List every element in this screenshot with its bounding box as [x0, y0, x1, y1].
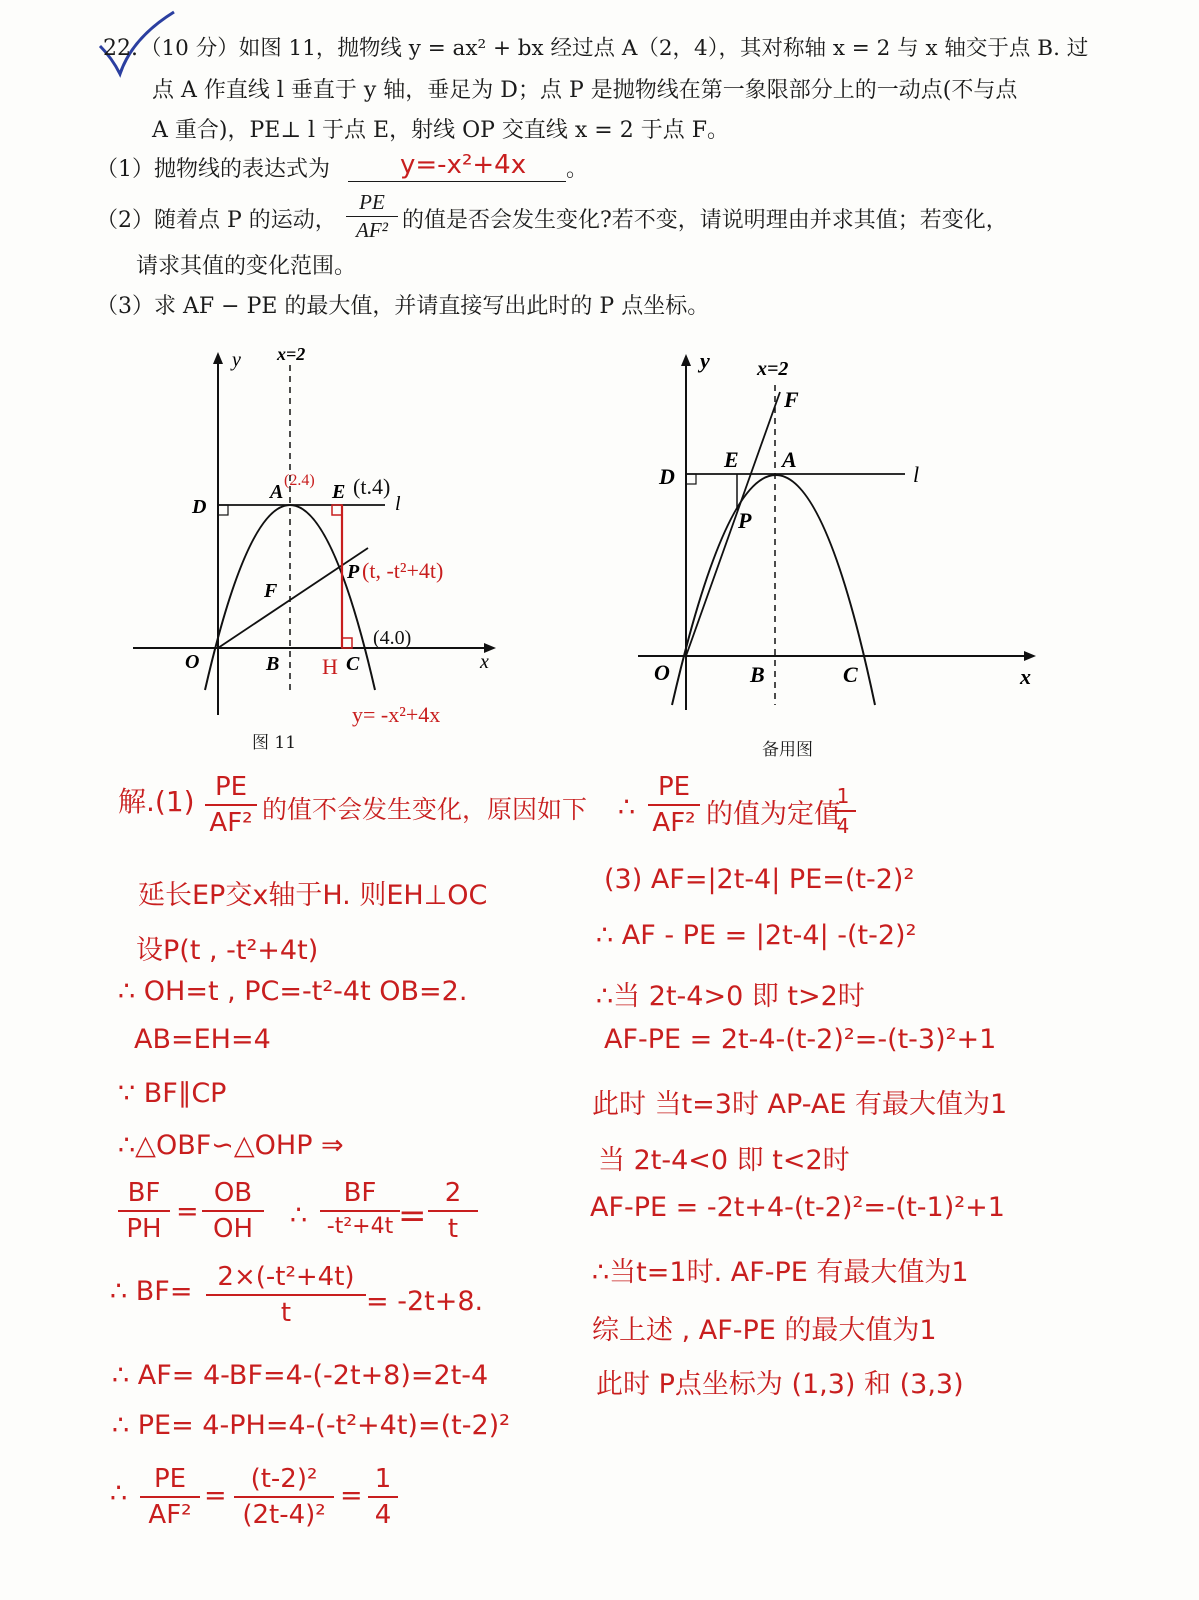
fig2-label-E: E: [724, 447, 739, 472]
sol-l12-den3: 4: [374, 1500, 392, 1530]
fig1-caption: 图 11: [252, 733, 297, 753]
sol-frac-ob-oh: [202, 1178, 264, 1244]
sol-l12-num3: 1: [374, 1464, 392, 1494]
sol-l6: ∵ BF∥CP: [118, 1078, 227, 1109]
sol-l9-post: = -2t+8.: [366, 1286, 484, 1317]
question-2: （2）随着点 P 的运动，: [96, 208, 337, 233]
fig2-ray-OF: [686, 392, 780, 656]
sol-eq-2: =: [398, 1196, 427, 1236]
sol-l12-den: AF²: [148, 1500, 192, 1530]
q1-answer: y=-x²+4x: [400, 150, 527, 180]
fig1-label-x: x: [480, 651, 489, 673]
sol-r10: 综上述 , AF-PE 的最大值为1: [592, 1315, 937, 1346]
fig1-label-E: E: [332, 481, 346, 503]
fig2-label-A: A: [782, 447, 797, 472]
fig2-label-B: B: [750, 662, 765, 687]
sol-l12-num: PE: [153, 1464, 187, 1494]
question-3: （3）求 AF − PE 的最大值，并请直接写出此时的 P 点坐标。: [96, 294, 710, 319]
sol-f4-den: t: [447, 1214, 459, 1244]
fig2-label-l: l: [913, 462, 920, 487]
fig2-label-C: C: [843, 662, 858, 687]
sol-r1-den: AF²: [652, 808, 696, 838]
fig2-label-D: D: [659, 464, 675, 489]
sol-l1-prefix: 解.(1): [118, 785, 195, 818]
sol-r3: ∴ AF - PE = |2t-4| -(t-2)²: [596, 920, 917, 951]
sol-r1-num: PE: [657, 772, 691, 802]
fig2-caption: 备用图: [762, 740, 813, 760]
sol-f2-den: OH: [212, 1214, 253, 1244]
fig2-label-F: F: [784, 387, 799, 412]
sol-l4: ∴ OH=t , PC=-t²-4t OB=2.: [118, 976, 468, 1007]
fig2-label-axis: x=2: [757, 358, 789, 380]
sol-l1-frac-num: PE: [214, 772, 248, 802]
fig1-note-P: (t, -t²+4t): [362, 558, 444, 583]
fig1-label-l: l: [395, 493, 401, 515]
fig2-label-x: x: [1020, 664, 1031, 689]
problem-number: 22.: [103, 36, 138, 61]
figure-backup: [630, 345, 1050, 725]
sol-l12-eq-1: =: [204, 1480, 227, 1511]
sol-l12-num2: (t-2)²: [250, 1464, 318, 1494]
q2-frac-den: AF²: [356, 218, 388, 242]
fig1-label-O: O: [185, 651, 200, 673]
sol-l12-frac-2: [234, 1464, 334, 1530]
sol-l12-frac-1: [140, 1464, 200, 1530]
sol-frac-2-t: [428, 1178, 478, 1244]
sol-f4-num: 2: [444, 1178, 462, 1208]
fig1-note-A: (2.4): [284, 472, 315, 489]
sol-r11: 此时 P点坐标为 (1,3) 和 (3,3): [596, 1369, 964, 1400]
sol-therefore-f3: ∴: [290, 1200, 308, 1231]
sol-l12-eq-2: =: [340, 1480, 363, 1511]
fig2-label-O: O: [654, 660, 670, 685]
fig1-label-F: F: [264, 580, 278, 602]
fig1-label-D: D: [192, 496, 207, 518]
sol-r1-frac: [648, 772, 700, 838]
fig1-label-P: P: [347, 561, 360, 583]
sol-l11: ∴ PE= 4-PH=4-(-t²+4t)=(t-2)²: [112, 1410, 510, 1441]
sol-l9-frac: [206, 1262, 366, 1328]
problem-line-1: （10 分）如图 11，抛物线 y = ax² + bx 经过点 A（2，4），其对称轴 x = 2 与 x 轴交于点 B. 过: [140, 36, 1089, 61]
sol-l9-num: 2×(-t²+4t): [217, 1262, 355, 1292]
fig2-label-y: y: [700, 348, 710, 373]
sol-r1-mid: 的值为定值: [706, 799, 841, 830]
sol-l1-frac: [205, 772, 257, 838]
sol-r1-vnum: 1: [836, 784, 850, 808]
sol-l1-suffix: 的值不会发生变化，原因如下: [262, 795, 588, 824]
sol-l1-frac-den: AF²: [209, 808, 253, 838]
fig1-note-H: H: [322, 654, 338, 679]
sol-r4: ∴当 2t-4>0 即 t>2时: [596, 981, 865, 1012]
fig1-label-y: y: [232, 349, 241, 371]
sol-r7: 当 2t-4<0 即 t<2时: [598, 1145, 850, 1176]
fig1-label-axis: x=2: [277, 344, 306, 364]
sol-l12-den2: (2t-4)²: [242, 1500, 326, 1530]
figure-11: [125, 335, 505, 735]
fig1-note-C: (4.0): [373, 627, 412, 649]
sol-l5: AB=EH=4: [134, 1024, 271, 1055]
question-2-suffix: 的值是否会发生变化?若不变，请说明理由并求其值；若变化，: [402, 208, 1008, 233]
sol-r2: (3) AF=|2t-4| PE=(t-2)²: [604, 864, 915, 895]
sol-frac-bf-ph: [118, 1178, 170, 1244]
sol-r1-pre: ∴: [618, 792, 636, 823]
fig1-note-curve: y= -x²+4x: [352, 702, 441, 727]
q1-answer-blank: [348, 181, 566, 182]
sol-l9-pre: ∴ BF=: [110, 1276, 193, 1307]
sol-l12-pre: ∴: [110, 1478, 128, 1509]
sol-f3-num: BF: [343, 1178, 377, 1208]
sol-frac-bf-expr: [320, 1178, 400, 1239]
fig1-ray-OP: [218, 548, 368, 648]
fig1-label-B: B: [266, 653, 280, 675]
sol-l10: ∴ AF= 4-BF=4-(-2t+8)=2t-4: [112, 1360, 489, 1391]
q1-suffix: 。: [566, 157, 589, 182]
fig2-label-P: P: [738, 508, 752, 533]
sol-r1-value: [830, 784, 856, 838]
sol-f3-den: -t²+4t: [326, 1214, 394, 1239]
sol-r9: ∴当t=1时. AF-PE 有最大值为1: [592, 1257, 969, 1288]
sol-f1-num: BF: [127, 1178, 161, 1208]
problem-line-2: 点 A 作直线 l 垂直于 y 轴，垂足为 D；点 P 是抛物线在第一象限部分上的一动点(不与点: [152, 78, 1018, 103]
q2-frac-num: PE: [359, 190, 385, 214]
sol-l7: ∴△OBF∽△OHP ⇒: [118, 1130, 344, 1161]
sol-r1-vden: 4: [836, 814, 850, 838]
sol-l12-frac-3: [368, 1464, 398, 1530]
sol-r8: AF-PE = -2t+4-(t-2)²=-(t-1)²+1: [590, 1192, 1005, 1223]
sol-r5: AF-PE = 2t-4-(t-2)²=-(t-3)²+1: [604, 1024, 997, 1055]
fig1-label-A: A: [270, 481, 284, 503]
sol-l9-den: t: [280, 1298, 292, 1328]
sol-f1-den: PH: [126, 1214, 162, 1244]
fig1-note-E: (t.4): [353, 474, 391, 499]
sol-r6: 此时 当t=3时 AP-AE 有最大值为1: [592, 1089, 1008, 1120]
sol-eq-1: =: [176, 1196, 199, 1227]
sol-l2: 延长EP交x轴于H. 则EH⊥OC: [138, 880, 488, 911]
problem-line-3: A 重合)，PE⊥ l 于点 E，射线 OP 交直线 x = 2 于点 F。: [152, 118, 729, 143]
q2-fraction: [346, 190, 398, 243]
fig1-label-C: C: [346, 653, 360, 675]
sol-f2-num: OB: [213, 1178, 253, 1208]
question-1: （1）抛物线的表达式为: [96, 157, 330, 182]
sol-l3: 设P(t , -t²+4t): [136, 935, 319, 966]
question-2-line-2: 请求其值的变化范围。: [136, 254, 357, 279]
